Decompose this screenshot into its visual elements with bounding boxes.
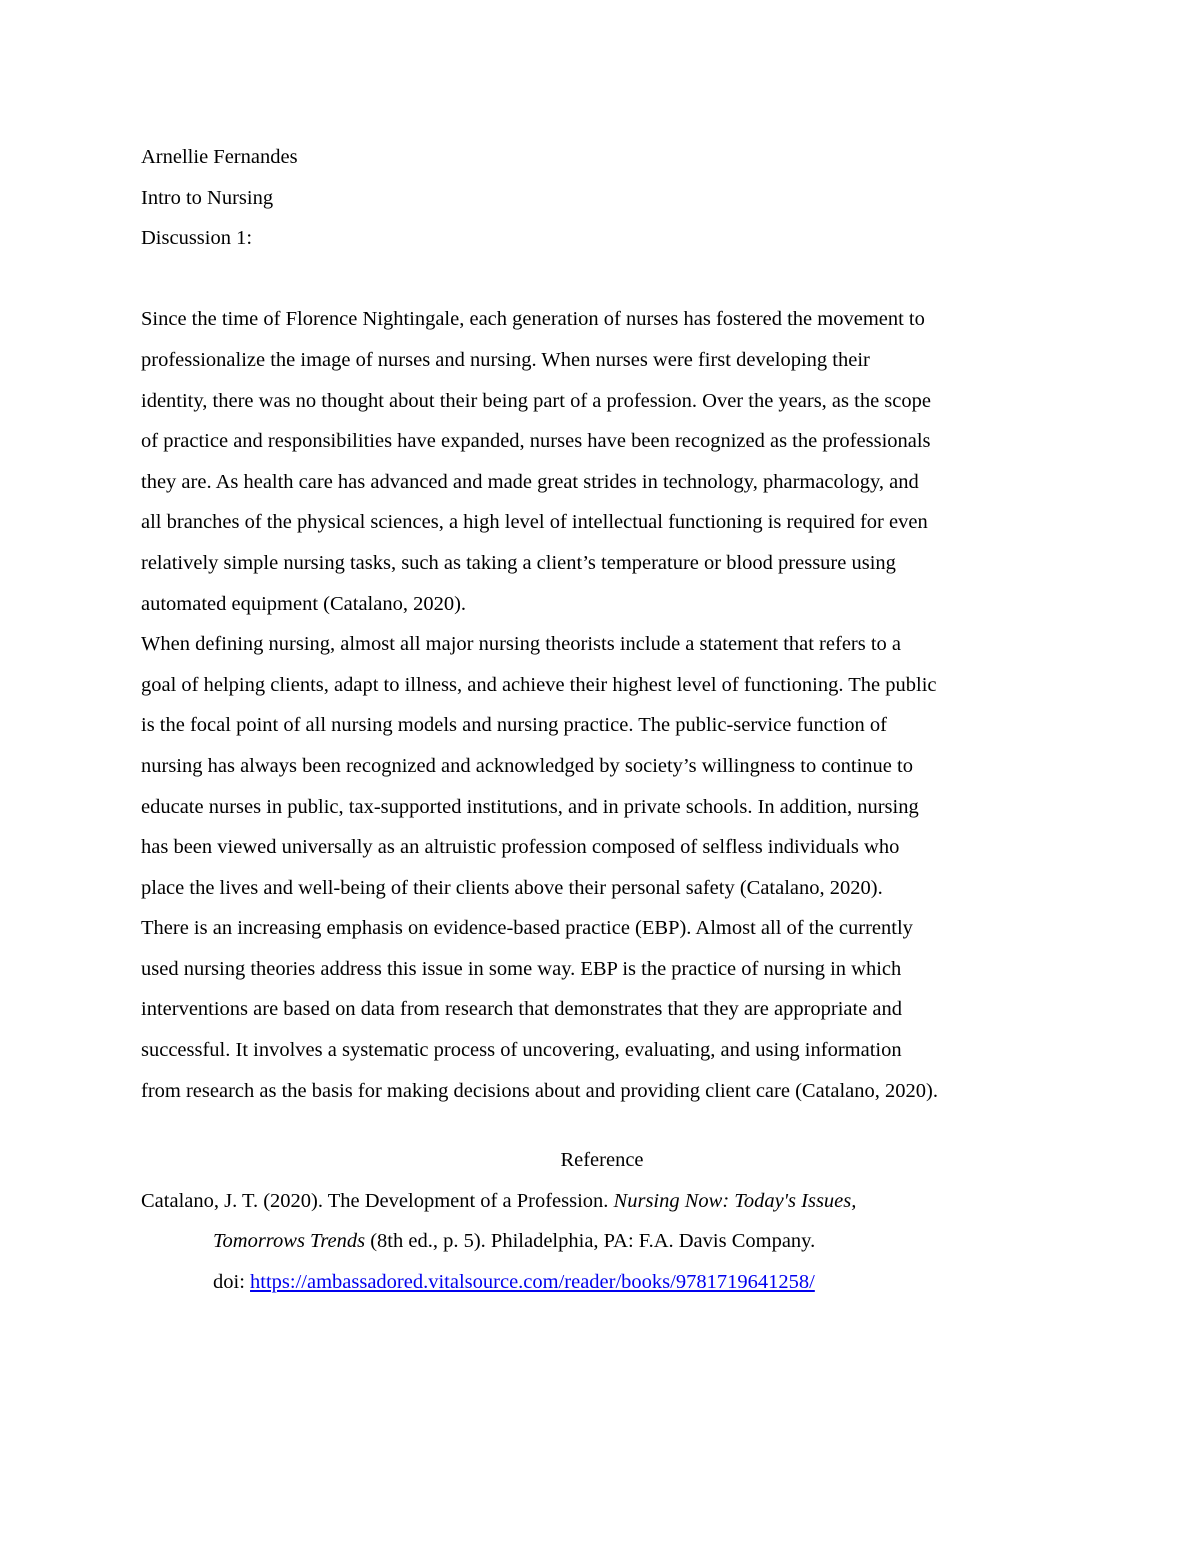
body-line: professionalize the image of nurses and nursing. When nurses were first developing their (141, 348, 870, 371)
body-line: There is an increasing emphasis on evidence-based practice (EBP). Almost all of the currently (141, 917, 913, 940)
reference-book-title-cont: Tomorrows Trends (213, 1230, 366, 1253)
author-name: Arnellie Fernandes (141, 146, 298, 168)
body-line: from research as the basis for making decisions about and providing client care (Catalano, 2020). (141, 1079, 938, 1102)
discussion-body (141, 299, 1063, 1111)
reference-citation-text: Catalano, J. T. (2020). The Development of a Profession. (141, 1189, 614, 1212)
reference-entry (141, 1181, 1063, 1303)
body-line: place the lives and well-being of their clients above their personal safety (Catalano, 2020). (141, 876, 883, 899)
body-line: Since the time of Florence Nightingale, each generation of nurses has fostered the movement to (141, 308, 925, 331)
body-line: When defining nursing, almost all major nursing theorists include a statement that refers to a (141, 633, 902, 656)
body-line: successful. It involves a systematic process of uncovering, evaluating, and using information (141, 1039, 902, 1062)
body-line: nursing has always been recognized and acknowledged by society’s willingness to continue to (141, 754, 913, 777)
body-line: identity, there was no thought about their being part of a profession. Over the years, as the scope (141, 389, 931, 412)
body-line: interventions are based on data from research that demonstrates that they are appropriate and (141, 998, 903, 1021)
body-line: they are. As health care has advanced and made great strides in technology, pharmacology, and (141, 470, 919, 493)
body-line: all branches of the physical sciences, a high level of intellectual functioning is required for even (141, 511, 928, 534)
body-line: goal of helping clients, adapt to illness, and achieve their highest level of functioning. The public (141, 673, 937, 696)
reference-book-title: Nursing Now: Today's Issues, (613, 1189, 857, 1212)
body-line: is the focal point of all nursing models and nursing practice. The public-service function of (141, 714, 887, 737)
doi-label: doi: (213, 1271, 251, 1294)
body-line: automated equipment (Catalano, 2020). (141, 592, 467, 615)
reference-line-2 (141, 1221, 1063, 1262)
body-line: of practice and responsibilities have expanded, nurses have been recognized as the professionals (141, 430, 931, 453)
reference-publisher-text: (8th ed., p. 5). Philadelphia, PA: F.A. Davis Company. (365, 1230, 816, 1253)
reference-line-1 (141, 1181, 1063, 1222)
body-line: educate nurses in public, tax-supported institutions, and in private schools. In addition, nursing (141, 795, 919, 818)
course-name: Intro to Nursing (141, 186, 274, 209)
body-line: relatively simple nursing tasks, such as taking a client’s temperature or blood pressure using (141, 551, 896, 574)
reference-heading: Reference (560, 1149, 644, 1172)
assignment-title: Discussion 1: (141, 227, 253, 250)
reference-line-3 (141, 1262, 1063, 1303)
body-line: has been viewed universally as an altruistic profession composed of selfless individuals who (141, 836, 900, 859)
doi-link[interactable]: https://ambassadored.vitalsource.com/reader/books/9781719641258/ (250, 1271, 815, 1294)
document-content (141, 137, 1063, 1303)
blank-line (141, 259, 1063, 300)
body-line: used nursing theories address this issue in some way. EBP is the practice of nursing in which (141, 957, 902, 980)
